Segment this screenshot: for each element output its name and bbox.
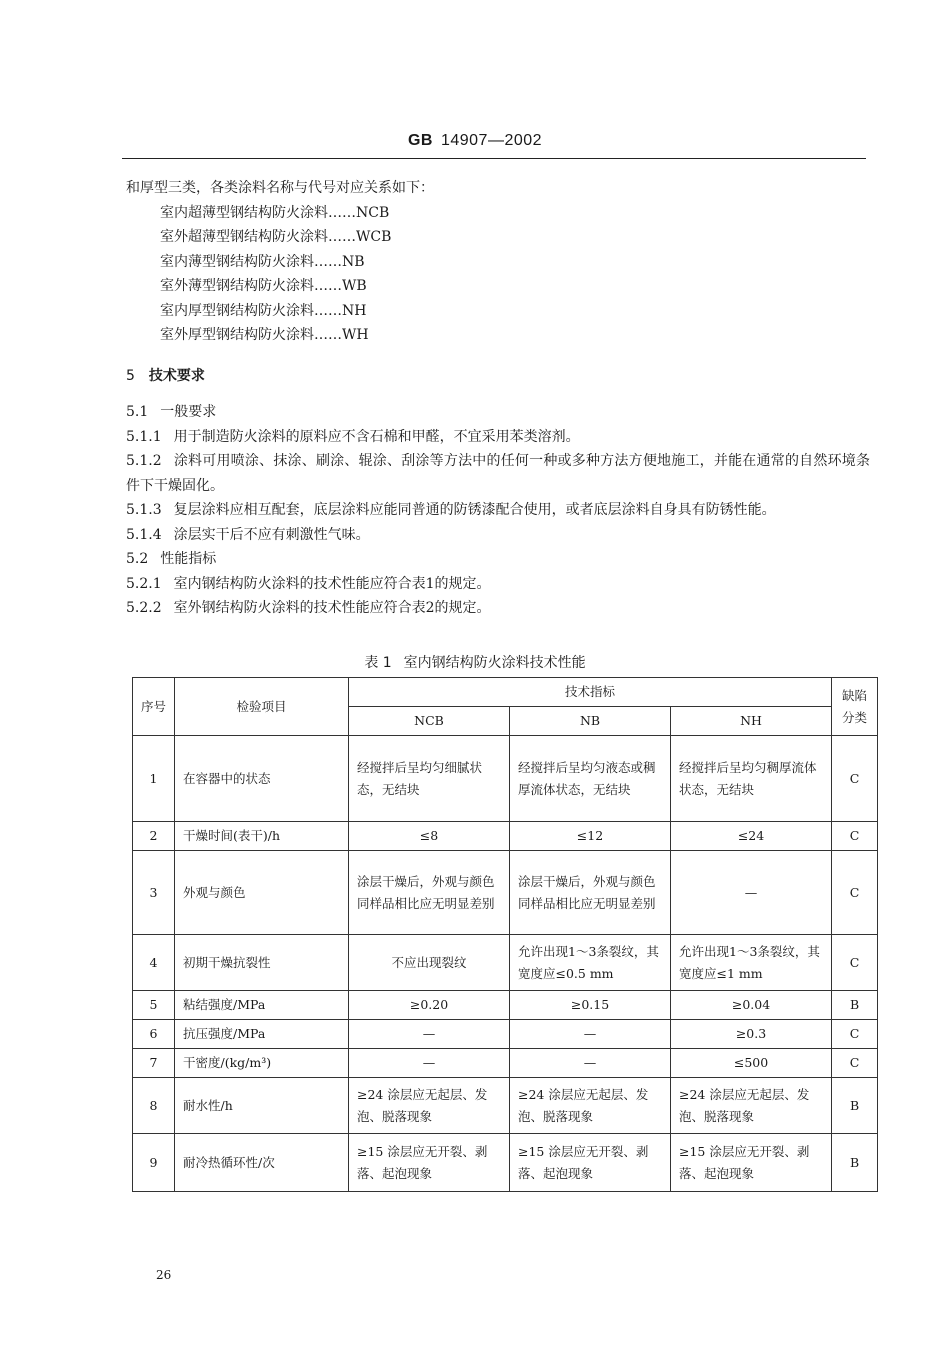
cell-item: 粘结强度/MPa (175, 991, 349, 1020)
table-row (133, 736, 878, 822)
cell-item: 初期干燥抗裂性 (175, 935, 349, 991)
clause-text: 室内钢结构防火涂料的技术性能应符合表1的规定。 (173, 575, 491, 592)
coating-code-line: 室外超薄型钢结构防火涂料……WCB (160, 229, 392, 245)
clause-number: 5.1.4 (126, 526, 162, 543)
header-item: 检验项目 (175, 678, 349, 736)
cell-seq: 4 (133, 935, 175, 991)
table-caption (0, 652, 950, 672)
clause-text: 性能指标 (160, 551, 217, 567)
cell-ncb: — (349, 1049, 510, 1078)
cell-nh: ≤24 (671, 822, 832, 851)
cell-seq: 5 (133, 991, 175, 1020)
cell-nb: ≥0.15 (510, 991, 671, 1020)
cell-class: B (832, 1078, 878, 1134)
cell-seq: 2 (133, 822, 175, 851)
section-heading (126, 364, 870, 389)
table-title: 室内钢结构防火涂料技术性能 (403, 655, 586, 671)
header-defect-line1: 缺陷 (842, 687, 868, 703)
cell-class: C (832, 822, 878, 851)
table-row (133, 991, 878, 1020)
cell-nh: 允许出现1～3条裂纹，其宽度应≤1 mm (671, 935, 832, 991)
clause-5-1-1 (126, 425, 870, 450)
table-row (133, 1020, 878, 1049)
cell-nb: ≥15 涂层应无开裂、剥落、起泡现象 (510, 1134, 671, 1192)
cell-ncb: ≥24 涂层应无起层、发泡、脱落现象 (349, 1078, 510, 1134)
header-defect-line2: 分类 (842, 709, 868, 725)
header-rule (122, 158, 866, 159)
clause-number: 5.1.3 (126, 502, 162, 518)
coating-code-line: 室内厚型钢结构防火涂料……NH (160, 302, 367, 319)
cell-seq: 9 (133, 1134, 175, 1192)
clause-number: 5.1 (126, 404, 149, 420)
clause-number: 5.1.2 (126, 453, 162, 469)
cell-nb: 允许出现1～3条裂纹，其宽度应≤0.5 mm (510, 935, 671, 991)
clause-text: 一般要求 (160, 404, 217, 420)
clause-5-2-1 (126, 572, 870, 597)
table-row (133, 851, 878, 935)
cell-seq: 7 (133, 1049, 175, 1078)
table-row (133, 1049, 878, 1078)
header-defect-class (832, 678, 878, 736)
section-title: 技术要求 (148, 367, 205, 384)
coating-code-line: 室外厚型钢结构防火涂料……WH (160, 327, 369, 343)
spec-table (132, 677, 878, 1192)
cell-nh: ≥24 涂层应无起层、发泡、脱落现象 (671, 1078, 832, 1134)
clause-number: 5.2.2 (126, 600, 162, 616)
cell-class: C (832, 736, 878, 822)
table-row (133, 1078, 878, 1134)
clause-text: 涂料可用喷涂、抹涂、刷涂、辊涂、刮涂等方法中的任何一种或多种方法方便地施工，并能在通常的自然环境条件下干燥固化。 (126, 453, 870, 494)
clause-5-2-2 (126, 596, 870, 621)
cell-ncb: ≥0.20 (349, 991, 510, 1020)
clause-number: 5.2.1 (126, 575, 162, 592)
body-text (126, 176, 870, 621)
clause-5-1-2 (126, 449, 870, 498)
cell-nh: — (671, 851, 832, 935)
cell-item: 在容器中的状态 (175, 736, 349, 822)
page-number: 26 (156, 1268, 172, 1282)
cell-nb: 经搅拌后呈均匀液态或稠厚流体状态，无结块 (510, 736, 671, 822)
coating-code-line: 室内薄型钢结构防火涂料……NB (160, 253, 365, 270)
clause-5-2 (126, 547, 870, 572)
standard-number: 14907—2002 (440, 132, 543, 149)
table-row (133, 822, 878, 851)
table-header-row (133, 678, 878, 707)
cell-class: C (832, 851, 878, 935)
cell-seq: 6 (133, 1020, 175, 1049)
header-tech: 技术指标 (349, 678, 832, 707)
cell-item: 干燥时间(表干)/h (175, 822, 349, 851)
cell-nh: 经搅拌后呈均匀稠厚流体状态，无结块 (671, 736, 832, 822)
clause-text: 用于制造防火涂料的原料应不含石棉和甲醛，不宜采用苯类溶剂。 (173, 428, 580, 445)
cell-ncb: 不应出现裂纹 (349, 935, 510, 991)
cell-class: B (832, 1134, 878, 1192)
cell-nh: ≥0.3 (671, 1020, 832, 1049)
header-nb: NB (510, 707, 671, 736)
cell-ncb: — (349, 1020, 510, 1049)
cell-nh: ≥15 涂层应无开裂、剥落、起泡现象 (671, 1134, 832, 1192)
cell-nb: ≥24 涂层应无起层、发泡、脱落现象 (510, 1078, 671, 1134)
clause-number: 5.2 (126, 551, 149, 567)
cell-ncb: ≥15 涂层应无开裂、剥落、起泡现象 (349, 1134, 510, 1192)
cell-class: C (832, 1049, 878, 1078)
cell-item: 耐冷热循环性/次 (175, 1134, 349, 1192)
clause-5-1-3 (126, 498, 870, 523)
cell-nb: ≤12 (510, 822, 671, 851)
standard-prefix: GB (407, 132, 433, 149)
section-number: 5 (126, 367, 135, 384)
clause-text: 复层涂料应相互配套，底层涂料应能同普通的防锈漆配合使用，或者底层涂料自身具有防锈性能。 (173, 502, 776, 518)
table-row (133, 935, 878, 991)
cell-ncb: 经搅拌后呈均匀细腻状态，无结块 (349, 736, 510, 822)
intro-line: 和厚型三类，各类涂料名称与代号对应关系如下： (126, 180, 434, 196)
table-number: 表 1 (364, 655, 392, 671)
cell-item: 抗压强度/MPa (175, 1020, 349, 1049)
cell-seq: 3 (133, 851, 175, 935)
clause-5-1 (126, 400, 870, 425)
cell-seq: 8 (133, 1078, 175, 1134)
clause-5-1-4 (126, 523, 870, 548)
cell-item: 干密度/(kg/m³) (175, 1049, 349, 1078)
cell-class: C (832, 935, 878, 991)
clause-text: 室外钢结构防火涂料的技术性能应符合表2的规定。 (173, 600, 491, 616)
cell-seq: 1 (133, 736, 175, 822)
cell-class: C (832, 1020, 878, 1049)
page-header (0, 132, 950, 150)
cell-nb: — (510, 1049, 671, 1078)
clause-text: 涂层实干后不应有刺激性气味。 (173, 526, 370, 543)
coating-code-line: 室内超薄型钢结构防火涂料……NCB (160, 204, 390, 221)
cell-nb: — (510, 1020, 671, 1049)
coating-code-line: 室外薄型钢结构防火涂料……WB (160, 278, 367, 294)
cell-nh: ≤500 (671, 1049, 832, 1078)
clause-number: 5.1.1 (126, 428, 162, 445)
table-row (133, 1134, 878, 1192)
cell-nb: 涂层干燥后，外观与颜色同样品相比应无明显差别 (510, 851, 671, 935)
header-nh: NH (671, 707, 832, 736)
cell-ncb: ≤8 (349, 822, 510, 851)
cell-item: 耐水性/h (175, 1078, 349, 1134)
cell-nh: ≥0.04 (671, 991, 832, 1020)
cell-class: B (832, 991, 878, 1020)
cell-ncb: 涂层干燥后，外观与颜色同样品相比应无明显差别 (349, 851, 510, 935)
header-seq: 序号 (133, 678, 175, 736)
header-ncb: NCB (349, 707, 510, 736)
cell-item: 外观与颜色 (175, 851, 349, 935)
